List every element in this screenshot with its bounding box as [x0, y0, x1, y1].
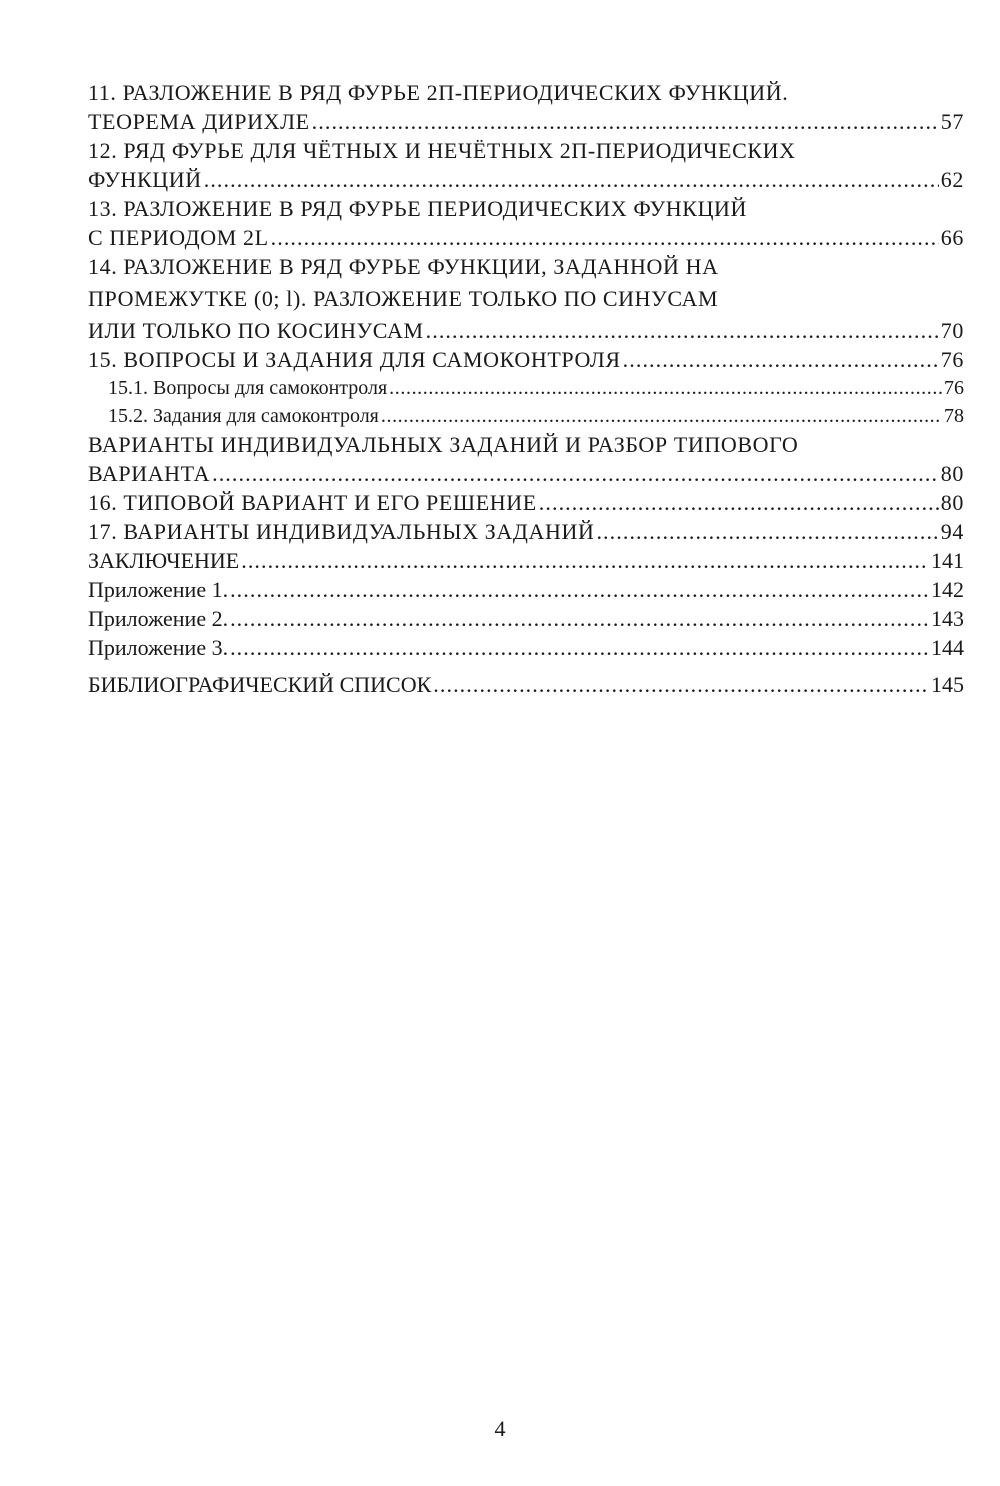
toc-entry-16 [88, 488, 964, 517]
toc-entry-line: ПРОМЕЖУТКЕ (0; l). РАЗЛОЖЕНИЕ ТОЛЬКО ПО СИНУСАМ [88, 286, 719, 311]
dot-leader [230, 575, 929, 604]
dot-leader [204, 165, 939, 194]
toc-entry-15-1 [88, 374, 964, 402]
dot-leader [433, 670, 929, 699]
toc-page-number: 70 [940, 318, 964, 343]
toc-page-number: 144 [931, 635, 964, 660]
dot-leader [241, 546, 929, 575]
toc-page-number: 62 [940, 167, 964, 192]
toc-entry-11 [88, 78, 964, 136]
dot-leader [212, 459, 939, 488]
toc-entry-title: ВАРИАНТА [88, 461, 211, 486]
toc-entry-conclusion [88, 546, 964, 575]
toc-entry-line: 12. РЯД ФУРЬЕ ДЛЯ ЧЁТНЫХ И НЕЧЁТНЫХ 2П-ПЕРИОДИЧЕСКИХ [88, 138, 796, 163]
dot-leader [426, 316, 939, 345]
toc-entry-15 [88, 345, 964, 374]
dot-leader [230, 604, 929, 633]
dot-leader [389, 374, 942, 402]
toc-entry-title: 15.1. Вопросы для самоконтроля [108, 377, 388, 399]
dot-leader [596, 517, 938, 546]
dot-leader [230, 633, 929, 662]
toc-page-number: 76 [940, 347, 964, 372]
toc-entry-line: ВАРИАНТЫ ИНДИВИДУАЛЬНЫХ ЗАДАНИЙ И РАЗБОР ТИПОВОГО [88, 432, 799, 457]
toc-entry-title: Приложение 3. [88, 635, 229, 660]
toc-entry-appendix-3 [88, 633, 964, 662]
toc-entry-14 [88, 252, 964, 345]
toc-entry-15-2 [88, 402, 964, 430]
toc-page-number: 57 [940, 109, 964, 134]
toc-entry-title: Приложение 1. [88, 577, 229, 602]
dot-leader [312, 107, 939, 136]
dot-leader [381, 402, 942, 430]
toc-entry-line: 11. РАЗЛОЖЕНИЕ В РЯД ФУРЬЕ 2П-ПЕРИОДИЧЕСКИХ ФУНКЦИЙ. [88, 80, 789, 105]
toc-entry-title: БИБЛИОГРАФИЧЕСКИЙ СПИСОК [88, 672, 432, 697]
toc-entry-title: 17. ВАРИАНТЫ ИНДИВИДУАЛЬНЫХ ЗАДАНИЙ [88, 519, 595, 544]
toc-page-number: 80 [940, 490, 964, 515]
dot-leader [623, 345, 939, 374]
toc-page-number: 76 [944, 377, 964, 399]
toc-entry-13 [88, 194, 964, 252]
table-of-contents [88, 78, 964, 699]
toc-page-number: 66 [940, 225, 964, 250]
toc-entry-12 [88, 136, 964, 194]
page-number: 4 [494, 1416, 506, 1441]
toc-entry-title: ЗАКЛЮЧЕНИЕ [88, 548, 240, 573]
toc-entry-title: 15.2. Задания для самоконтроля [108, 405, 379, 427]
toc-entry-17 [88, 517, 964, 546]
toc-entry-title: 16. ТИПОВОЙ ВАРИАНТ И ЕГО РЕШЕНИЕ [88, 490, 537, 515]
dot-leader [271, 223, 939, 252]
toc-entry-line: 14. РАЗЛОЖЕНИЕ В РЯД ФУРЬЕ ФУНКЦИИ, ЗАДАННОЙ НА [88, 254, 719, 279]
toc-entry-title: 15. ВОПРОСЫ И ЗАДАНИЯ ДЛЯ САМОКОНТРОЛЯ [88, 347, 621, 372]
toc-entry-title: ФУНКЦИЙ [88, 167, 202, 192]
toc-entry-appendix-2 [88, 604, 964, 633]
toc-entry-variants [88, 430, 964, 488]
toc-entry-title: С ПЕРИОДОМ 2L [88, 225, 269, 250]
toc-page-number: 145 [931, 672, 964, 697]
toc-page-number: 143 [931, 606, 964, 631]
toc-entry-appendix-1 [88, 575, 964, 604]
toc-entry-title: ИЛИ ТОЛЬКО ПО КОСИНУСАМ [88, 318, 424, 343]
dot-leader [539, 488, 939, 517]
toc-entry-bibliography [88, 670, 964, 699]
toc-page-number: 78 [944, 405, 964, 427]
toc-page-number: 141 [931, 548, 964, 573]
toc-entry-title: Приложение 2. [88, 606, 229, 631]
toc-entry-title: ТЕОРЕМА ДИРИХЛЕ [88, 109, 310, 134]
toc-page-number: 94 [940, 519, 964, 544]
toc-page-number: 80 [940, 461, 964, 486]
toc-page-number: 142 [931, 577, 964, 602]
toc-entry-line: 13. РАЗЛОЖЕНИЕ В РЯД ФУРЬЕ ПЕРИОДИЧЕСКИХ ФУНКЦИЙ [88, 196, 748, 221]
